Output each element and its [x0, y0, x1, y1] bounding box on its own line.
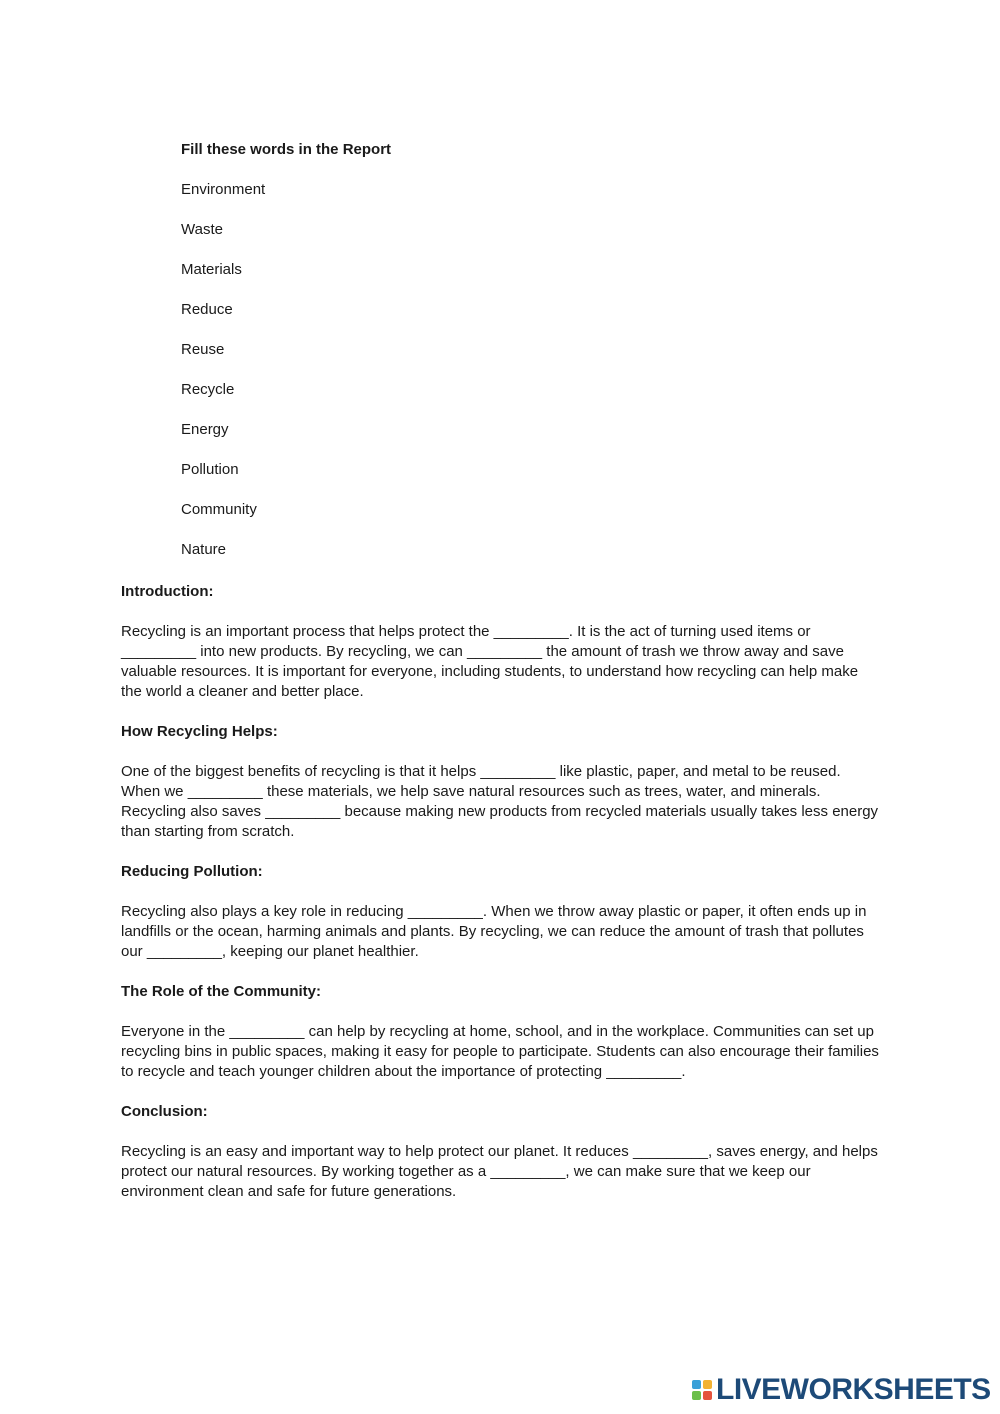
section-text-reducing-pollution: Recycling also plays a key role in reducing _________. When we throw away plastic or paper, it often ends up in landfills or the ocean, harming animals and plants. By recycling, we can reduce the amount of trash that pollutes our _________, keeping our planet healthier.: [121, 903, 867, 960]
section-heading-introduction: Introduction:: [121, 583, 214, 600]
logo-text: LIVEWORKSHEETS: [716, 1373, 991, 1406]
liveworksheets-logo-icon: [692, 1380, 712, 1400]
word-bank-item: Recycle: [181, 381, 235, 398]
section-text-conclusion: Recycling is an easy and important way to help protect our planet. It reduces _________, saves energy, and helps protect our natural resources. By working together as a _________, we can make sure that we keep our environment clean and safe for future generations.: [121, 1143, 878, 1200]
section-heading-role-of-community: The Role of the Community:: [121, 983, 321, 1000]
word-bank-list: [181, 181, 265, 581]
logo-square-blue: [692, 1380, 701, 1389]
word-bank-item: Pollution: [181, 461, 239, 478]
section-text-introduction: Recycling is an important process that helps protect the _________. It is the act of turning used items or _________ into new products. By recycling, we can _________ the amount of trash we throw away and save valuable resources. It is important for everyone, including students, to understand how recycling can help make the world a cleaner and better place.: [121, 623, 859, 700]
report-body: [121, 582, 881, 1222]
word-bank-item: Community: [181, 501, 257, 518]
section-heading-reducing-pollution: Reducing Pollution:: [121, 863, 263, 880]
word-bank-item: Environment: [181, 181, 266, 198]
word-bank-item: Reuse: [181, 341, 225, 358]
logo-square-red: [703, 1391, 712, 1400]
word-bank-item: Waste: [181, 221, 223, 238]
section-heading-conclusion: Conclusion:: [121, 1103, 208, 1120]
section-text-how-recycling-helps: One of the biggest benefits of recycling is that it helps _________ like plastic, paper, and metal to be reused. When we _________ these materials, we help save natural resources such as trees, water, and minerals. Recycling also saves _________ because making new products from recycled materials usually takes less energy than starting from scratch.: [121, 763, 879, 840]
logo-square-green: [692, 1391, 701, 1400]
word-bank-item: Reduce: [181, 301, 233, 318]
word-bank-title: Fill these words in the Report: [181, 141, 392, 158]
word-bank-item: Energy: [181, 421, 229, 438]
section-text-role-of-community: Everyone in the _________ can help by recycling at home, school, and in the workplace. Communities can set up recycling bins in public spaces, making it easy for people to participate. Students can also encourage their families to recycle and teach younger children about the importance of protecting _________.: [121, 1023, 879, 1080]
word-bank-item: Materials: [181, 261, 242, 278]
section-heading-how-recycling-helps: How Recycling Helps:: [121, 723, 278, 740]
word-bank-item: Nature: [181, 541, 227, 558]
liveworksheets-logo: [692, 1375, 991, 1405]
logo-square-yellow: [703, 1380, 712, 1389]
